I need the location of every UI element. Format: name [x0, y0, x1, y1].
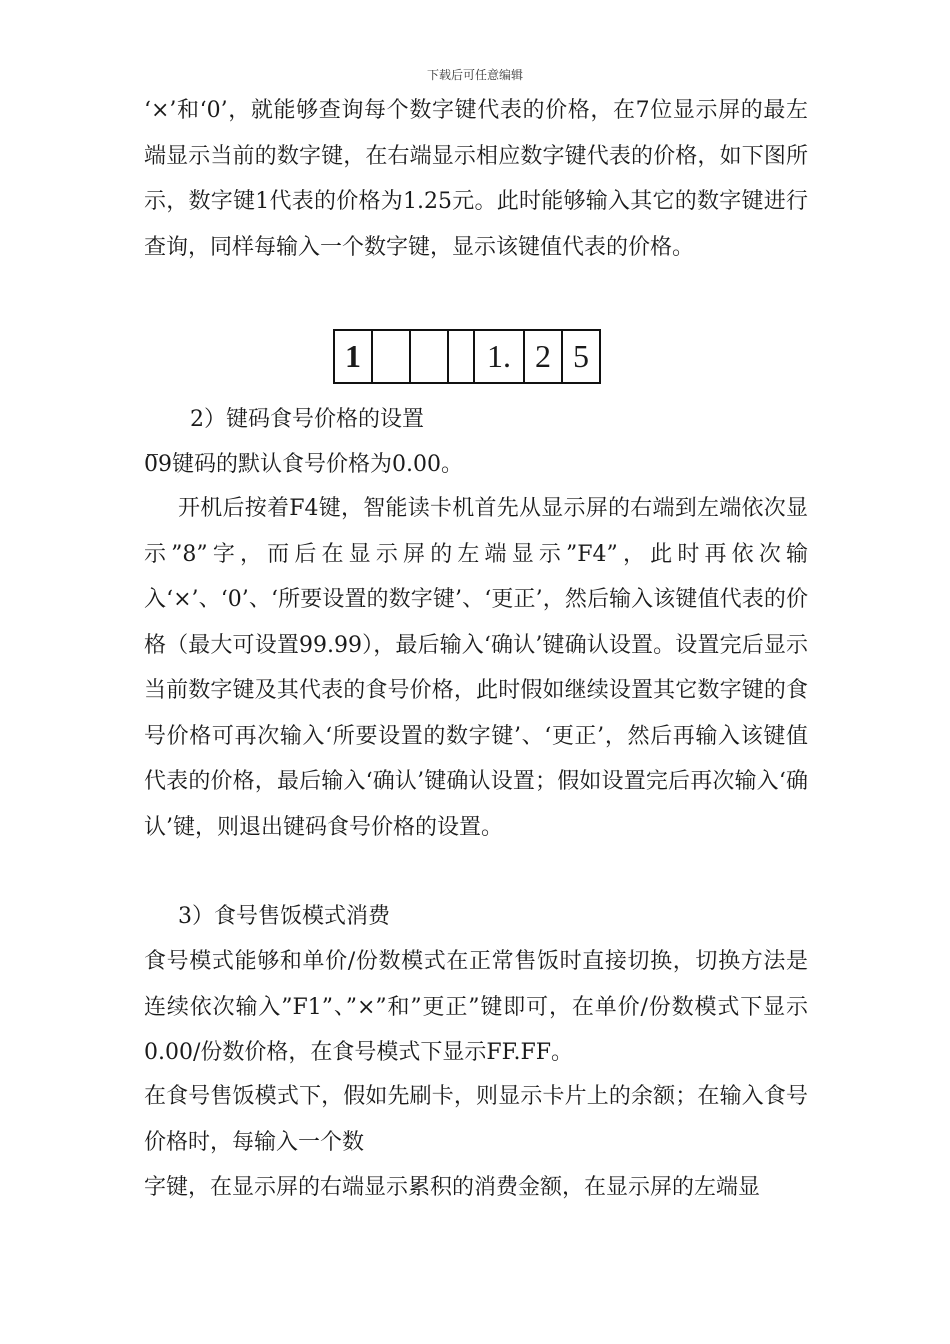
section-3-card-paragraph: 在食号售饭模式下，假如先刷卡，则显示卡片上的余额；在输入食号价格时，每输入一个数: [144, 1084, 808, 1155]
display-cell-2: [372, 330, 410, 383]
display-cell-6: 2: [524, 330, 562, 383]
section-2-default-note: 0̅9键码的默认食号价格为0.00。: [144, 452, 463, 477]
seven-digit-display-example: [333, 329, 601, 384]
section-2-title: 2）键码食号价格的设置: [190, 407, 424, 432]
section-2-body: 开机后按着F4键，智能读卡机首先从显示屏的右端到左端依次显示”8”字，而后在显示屏的左端显示”F4”，此时再依次输入‘×’、‘0’、‘所要设置的数字键’、‘更正’，然后输入该键值代表的价格（最大可设置99.99），最后输入‘确认’键确认设置。设置完后显示当前数字键及其代表的食号价格，此时假如继续设置其它数字键的食号价格可再次输入‘所要设置的数字键’、‘更正’，然后再输入该键值代表的价格，最后输入‘确认’键确认设置；假如设置完后再次输入‘确认’键，则退出键码食号价格的设置。: [144, 496, 808, 840]
display-cell-5: 1.: [474, 330, 524, 383]
display-cell-7: 5: [562, 330, 600, 383]
page-header-note: 下载后可任意编辑: [426, 68, 523, 82]
section-3-switch-paragraph: 食号模式能够和单价/份数模式在正常售饭时直接切换，切换方法是连续依次输入”F1”、”×”和”更正”键即可，在单价/份数模式下显示0.00/份数价格，在食号模式下显示FF.FF。: [144, 949, 808, 1065]
section-3-title: 3）食号售饭模式消费: [178, 904, 390, 929]
intro-paragraph: ‘×’和‘0’，就能够查询每个数字键代表的价格，在7位显示屏的最左端显示当前的数字键，在右端显示相应数字键代表的价格，如下图所示，数字键1代表的价格为1.25元。此时能够输入其它的数字键进行查询，同样每输入一个数字键，显示该键值代表的价格。: [144, 98, 808, 260]
display-cell-3: [410, 330, 448, 383]
section-3-tail-line: 字键，在显示屏的右端显示累积的消费金额，在显示屏的左端显: [144, 1175, 761, 1200]
display-cell-4: [448, 330, 474, 383]
display-cell-1: 1: [334, 330, 372, 383]
